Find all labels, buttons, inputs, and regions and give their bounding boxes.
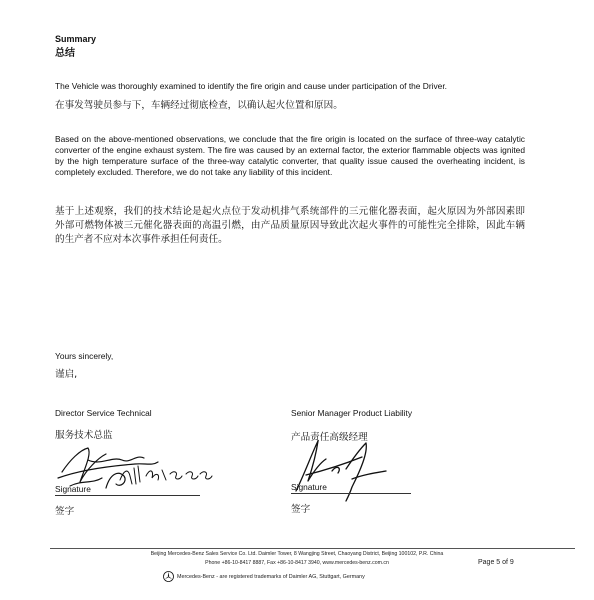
footer-contact: Phone +86-10-8417 8887, Fax +86-10-8417 3940, www.mercedes-benz.com.cn [205, 560, 389, 566]
left-signatory-title-en: Director Service Technical [55, 408, 152, 418]
paragraph-1-en: The Vehicle was thoroughly examined to identify the fire origin and cause under participation of the Driver. [55, 81, 447, 91]
summary-heading-en: Summary [55, 34, 97, 44]
left-signature-line [55, 495, 200, 496]
right-handwritten-signature [282, 435, 402, 505]
closing-en: Yours sincerely, [55, 351, 114, 361]
left-signatory-title-zh: 服务技术总监 [55, 430, 113, 441]
right-signatory-title-zh: 产品责任高级经理 [291, 432, 368, 443]
footer-trademark: Mercedes-Benz - are registered trademarks of Daimler AG, Stuttgart, Germany [177, 574, 365, 580]
footer-divider [50, 548, 575, 549]
paragraph-2-en: Based on the above-mentioned observations, we conclude that the fire origin is located on the surface of three-way catalytic converter of the engine exhaust system. The fire was caused by an external factor, the exterior flammable objects was ignited by the high temperature surface of the three-way catalytic converter, that quality issue caused the overheating incident, is completely excluded. Therefore, we do not take any liability of this incident. [55, 134, 525, 177]
closing-zh: 谨启, [55, 369, 78, 380]
right-signature-line [291, 493, 411, 494]
footer-address: Beijing Mercedes-Benz Sales Service Co. Ltd. Daimler Tower, 8 Wangjing Street, Chaoyang District, Beijing 100102, P.R. China [150, 551, 444, 557]
left-signature-label-zh: 签字 [55, 506, 75, 517]
paragraph-2-zh: 基于上述观察，我们的技术结论是起火点位于发动机排气系统部件的三元催化器表面，起火原因为外部因素即外部可燃物体被三元催化器表面的高温引燃，由产品质量原因导致此次起火事件的可能性完全排除，因此车辆的生产者不应对本次事件承担任何责任。 [55, 206, 525, 245]
mercedes-star-logo [163, 571, 174, 582]
summary-heading-zh: 总结 [55, 48, 75, 59]
right-signatory-title-en: Senior Manager Product Liability [291, 408, 413, 418]
right-signature-label-zh: 签字 [291, 504, 311, 515]
right-signature-label: Signature [291, 482, 327, 492]
left-signature-label: Signature [55, 484, 91, 494]
page-number: Page 5 of 9 [478, 559, 514, 566]
paragraph-1-zh: 在事发驾驶员参与下，车辆经过彻底检查，以确认起火位置和原因。 [55, 100, 343, 111]
